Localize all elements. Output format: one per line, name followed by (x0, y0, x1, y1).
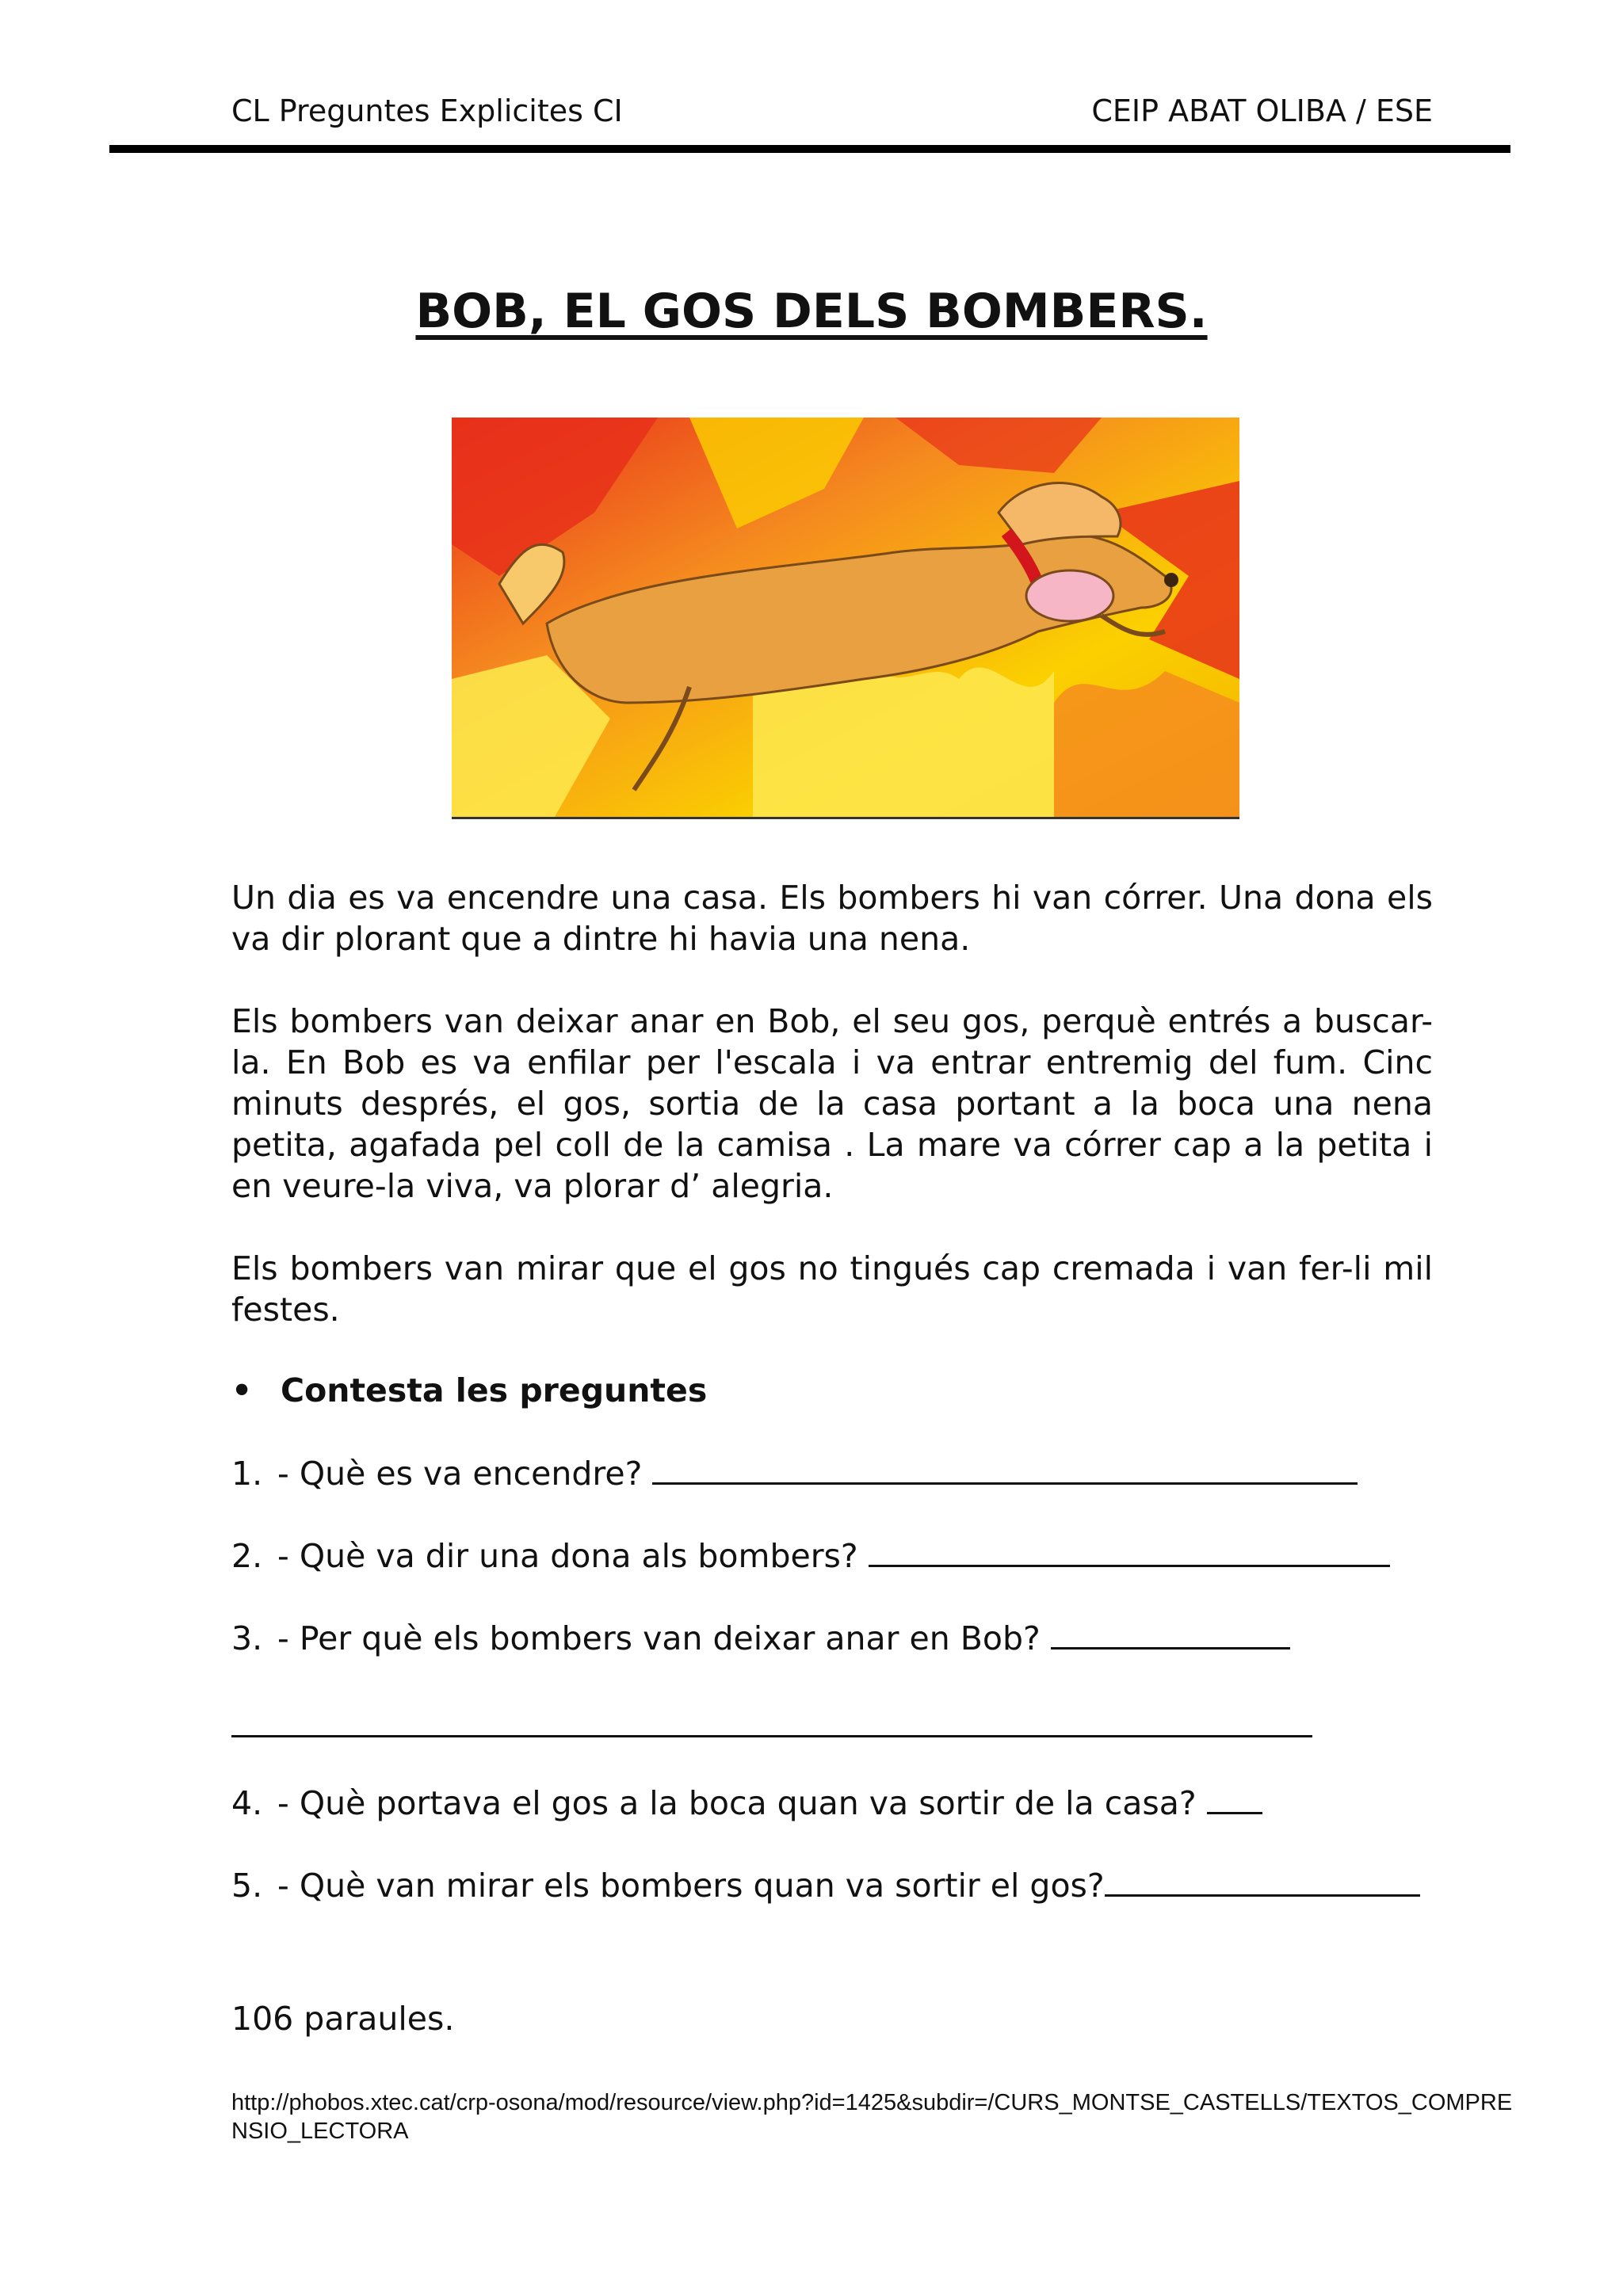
question-text: - Què portava el gos a la boca quan va sortir de la casa? (277, 1784, 1197, 1822)
answer-line[interactable] (869, 1538, 1390, 1567)
question-number: 1. (231, 1455, 263, 1493)
source-url: http://phobos.xtec.cat/crp-osona/mod/resource/view.php?id=1425&subdir=/CURS_MONTSE_CASTELLS/TEXTOS_COMPRENSIO_LECTORA (231, 2090, 1513, 2144)
answer-line[interactable] (1207, 1785, 1262, 1814)
question-text: - Per què els bombers van deixar anar en Bob? (277, 1619, 1041, 1657)
page-title: BOB, EL GOS DELS BOMBERS. (415, 284, 1208, 339)
question-number: 5. (231, 1867, 263, 1905)
question-number: 2. (231, 1537, 263, 1575)
instruction (231, 1371, 707, 1409)
answer-line[interactable] (1051, 1620, 1290, 1650)
story-paragraph-2: Els bombers van deixar anar en Bob, el seu gos, perquè entrés a buscar-la. En Bob es va enfilar per l'escala i va entrar entremig del fum. Cinc minuts després, el gos, sortia de la casa portant a la boca una nena petita, agafada pel coll de la camisa . La mare va córrer cap a la petita i en veure-la viva, va plorar d’ alegria. (231, 1002, 1433, 1205)
story-illustration (452, 418, 1239, 819)
answer-line[interactable] (1105, 1867, 1420, 1897)
answer-line[interactable] (652, 1455, 1358, 1485)
story-paragraph-1: Un dia es va encendre una casa. Els bombers hi van córrer. Una dona els va dir plorant que a dintre hi havia una nena. (231, 879, 1433, 958)
header-left-label: CL Preguntes Explicites CI (231, 93, 623, 128)
dog-in-fire-illustration (452, 418, 1239, 817)
question-number: 3. (231, 1619, 263, 1657)
instruction-text: Contesta les preguntes (281, 1371, 708, 1409)
question-text: - Què es va encendre? (277, 1455, 643, 1493)
story-paragraph-3: Els bombers van mirar que el gos no tingués cap cremada i van fer-li mil festes. (231, 1249, 1433, 1329)
dog-nose (1164, 573, 1178, 587)
question-text: - Què va dir una dona als bombers? (277, 1537, 858, 1575)
flame-shape (1054, 671, 1239, 817)
header-right-label: CEIP ABAT OLIBA / ESE (1091, 93, 1433, 128)
header-divider (109, 145, 1510, 153)
question-text: - Què van mirar els bombers quan va sortir el gos? (277, 1867, 1105, 1905)
question-2 (231, 1537, 1390, 1575)
question-5 (231, 1867, 1420, 1905)
answer-line-continuation[interactable] (231, 1735, 1312, 1737)
question-1 (231, 1455, 1358, 1493)
word-count: 106 paraules. (231, 2000, 455, 2038)
bullet-icon: • (231, 1371, 253, 1409)
question-4 (231, 1784, 1262, 1822)
question-3 (231, 1619, 1290, 1657)
child-in-mouth (1026, 570, 1113, 621)
question-number: 4. (231, 1784, 263, 1822)
